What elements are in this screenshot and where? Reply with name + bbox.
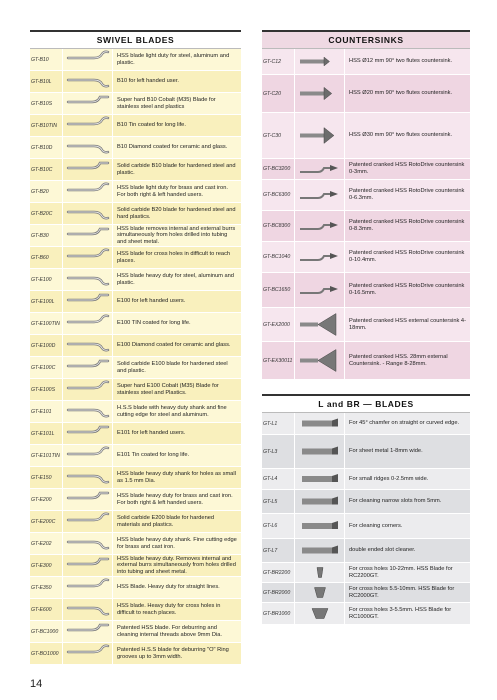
swivel-blade-icon [64, 49, 112, 70]
table-row [262, 159, 470, 180]
swivel-blade-icon [63, 533, 113, 554]
l-blade-icon [295, 514, 345, 538]
product-description: For cross holes 3-5.5mm. HSS Blade for RC1000GT. [345, 603, 470, 624]
product-description: For cross holes 5.5-10mm. HSS Blade for RC2000GT. [345, 583, 470, 602]
cranked-countersink-icon [295, 211, 345, 241]
product-description: E100 TIN coated for long life. [113, 313, 241, 334]
product-description: HSS blade heavy duty shank for holes as small as 1.5 mm Dia. [113, 467, 241, 488]
product-code: GT-BR2000 [262, 583, 295, 602]
product-description: Solid carbide B20 blade for hardened steel and hard plastics. [113, 203, 241, 224]
product-code: GT-B10C [30, 159, 63, 180]
table-row [262, 469, 470, 490]
table-row [30, 159, 241, 181]
swivel-blade-icon [63, 313, 113, 334]
countersink-icon [295, 49, 345, 74]
swivel-blade-icon [63, 379, 113, 400]
product-description: For cross holes 10-22mm. HSS Blade for RC2200GT. [345, 563, 470, 582]
table-row [30, 577, 241, 599]
table-row [30, 621, 241, 643]
swivel-blade-icon [64, 511, 112, 532]
product-code: GT-L3 [262, 435, 295, 468]
swivel-blade-icon [63, 401, 113, 422]
cranked-countersink-icon [295, 273, 345, 307]
br-blade-icon [295, 583, 345, 602]
countersink-icon [296, 113, 344, 158]
table-row [30, 115, 241, 137]
countersink-icon [296, 49, 344, 74]
swivel-blades-section [30, 30, 241, 665]
table-row [30, 291, 241, 313]
swivel-blade-icon [63, 489, 113, 510]
product-code: GT-E200C [30, 511, 63, 532]
table-row [262, 75, 470, 113]
product-code: GT-L1 [262, 413, 295, 434]
product-description: For sheet metal 1-8mm wide. [345, 435, 470, 468]
table-row [30, 93, 241, 115]
table-row [262, 180, 470, 211]
swivel-blade-icon [64, 555, 112, 576]
br-blade-icon [296, 583, 344, 602]
product-code: GT-B10S [30, 93, 63, 114]
product-code: GT-C20 [262, 75, 295, 112]
swivel-blade-icon [64, 445, 112, 466]
l-br-blades-table [262, 413, 470, 625]
product-description: Patented HSS blade. For deburring and cleaning internal threads above 9mm Dia. [113, 621, 241, 642]
swivel-blade-icon [64, 533, 112, 554]
swivel-blade-icon [63, 291, 113, 312]
product-code: GT-L4 [262, 469, 295, 489]
swivel-blade-icon [63, 621, 113, 642]
product-code: GT-BC1040 [262, 242, 295, 272]
page-number: 14 [30, 678, 43, 690]
swivel-blade-icon [64, 621, 112, 642]
product-code: GT-E100TIN [30, 313, 63, 334]
swivel-blades-table [30, 49, 241, 665]
cranked-countersink-icon [296, 180, 344, 210]
product-description: H.S.S blade with heavy duty shank and fine cutting edge for steel and aluminum. [113, 401, 241, 422]
product-description: double ended slot cleaner. [345, 539, 470, 562]
table-row [30, 643, 241, 665]
br-blade-icon [296, 603, 344, 624]
product-code: GT-E101TIN [30, 445, 63, 466]
table-row [30, 401, 241, 423]
swivel-blade-icon [64, 115, 112, 136]
swivel-blade-icon [63, 555, 113, 576]
swivel-blade-icon [64, 379, 112, 400]
countersinks-header: COUNTERSINKS [262, 30, 470, 49]
product-description: HSS blade heavy duty shank. Fine cutting edge for brass and cast iron. [113, 533, 241, 554]
product-code: GT-BC3200 [262, 159, 295, 179]
swivel-blade-icon [64, 335, 112, 356]
swivel-blade-icon [63, 599, 113, 620]
product-description: E100 Diamond coated for ceramic and glass. [113, 335, 241, 356]
swivel-blade-icon [63, 269, 113, 290]
swivel-blade-icon [63, 137, 113, 158]
table-row [262, 539, 470, 563]
swivel-blade-icon [64, 159, 112, 180]
swivel-blade-icon [63, 357, 113, 378]
product-description: HSS Ø30 mm 90° two flutes countersink. [345, 113, 470, 158]
product-description: Patented cranked HSS RotoDrive countersink 0-10.4mm. [345, 242, 470, 272]
table-row [262, 308, 470, 342]
swivel-blade-icon [64, 291, 112, 312]
table-row [30, 511, 241, 533]
table-row [262, 242, 470, 273]
product-description: Solid carbide E200 blade for hardened materials and plastics. [113, 511, 241, 532]
product-code: GT-B10TIN [30, 115, 63, 136]
table-row [262, 490, 470, 514]
table-row [30, 181, 241, 203]
product-code: GT-EX30011 [262, 342, 295, 379]
product-description: For small ridges 0-2.5mm wide. [345, 469, 470, 489]
cranked-countersink-icon [295, 242, 345, 272]
table-row [30, 599, 241, 621]
table-row [30, 445, 241, 467]
cranked-countersink-icon [295, 159, 345, 179]
product-code: GT-B20 [30, 181, 63, 202]
table-row [30, 357, 241, 379]
product-code: GT-E101 [30, 401, 63, 422]
product-description: Patented cranked HSS RotoDrive countersink 0-6.3mm. [345, 180, 470, 210]
product-description: HSS blade. Heavy duty for cross holes in difficult to reach places. [113, 599, 241, 620]
product-description: E101 Tin coated for long life. [113, 445, 241, 466]
br-blade-icon [295, 563, 345, 582]
table-row [30, 379, 241, 401]
product-code: GT-E150 [30, 467, 63, 488]
table-row [30, 203, 241, 225]
product-description: Patented cranked HSS RotoDrive countersink 0-8.3mm. [345, 211, 470, 241]
swivel-blade-icon [63, 159, 113, 180]
l-blade-icon [296, 435, 344, 468]
cranked-countersink-icon [296, 242, 344, 272]
table-row [30, 489, 241, 511]
product-code: GT-BR1000 [262, 603, 295, 624]
product-description: HSS Ø12 mm 90° two flutes countersink. [345, 49, 470, 74]
product-code: GT-B10D [30, 137, 63, 158]
table-row [30, 313, 241, 335]
external-countersink-icon [296, 342, 344, 379]
table-row [30, 247, 241, 269]
product-code: GT-L5 [262, 490, 295, 513]
table-row [262, 603, 470, 625]
l-blade-icon [296, 413, 344, 434]
external-countersink-icon [295, 342, 345, 379]
swivel-blade-icon [63, 247, 113, 268]
br-blade-icon [296, 563, 344, 582]
swivel-blade-icon [64, 247, 112, 268]
swivel-blade-icon [64, 577, 112, 598]
product-code: GT-B20C [30, 203, 63, 224]
swivel-blade-icon [64, 357, 112, 378]
product-code: GT-E100C [30, 357, 63, 378]
product-description: Patented H.S.S blade for deburring "O" Ring grooves up to 3mm width. [113, 643, 241, 664]
swivel-blade-icon [64, 423, 112, 444]
product-description: Solid carbide B10 blade for hardened steel and plastic. [113, 159, 241, 180]
swivel-blade-icon [63, 181, 113, 202]
product-code: GT-E600 [30, 599, 63, 620]
swivel-blade-icon [64, 467, 112, 488]
product-code: GT-L7 [262, 539, 295, 562]
product-code: GT-BC6300 [262, 180, 295, 210]
product-code: GT-C12 [262, 49, 295, 74]
swivel-blade-icon [64, 225, 112, 246]
l-blade-icon [296, 514, 344, 538]
swivel-blades-header: SWIVEL BLADES [30, 30, 241, 49]
product-code: GT-EX2000 [262, 308, 295, 341]
table-row [262, 514, 470, 539]
swivel-blade-icon [64, 269, 112, 290]
product-code: GT-B10L [30, 71, 63, 92]
swivel-blade-icon [63, 225, 113, 246]
cranked-countersink-icon [296, 273, 344, 307]
product-description: HSS blade for cross holes in difficult to reach places. [113, 247, 241, 268]
right-column [262, 30, 470, 625]
table-row [30, 555, 241, 577]
product-description: For cleaning corners. [345, 514, 470, 538]
countersinks-table [262, 49, 470, 380]
cranked-countersink-icon [295, 180, 345, 210]
product-description: Super hard E100 Cobalt (M35) Blade for stainless steel and Plastics. [113, 379, 241, 400]
l-blade-icon [295, 435, 345, 468]
swivel-blade-icon [63, 71, 113, 92]
table-row [262, 113, 470, 159]
swivel-blade-icon [64, 137, 112, 158]
product-description: E100 for left handed users. [113, 291, 241, 312]
l-blade-icon [296, 490, 344, 513]
product-code: GT-C30 [262, 113, 295, 158]
swivel-blade-icon [64, 401, 112, 422]
product-description: HSS blade removes internal and external burrs simultaneously from holes drilled into tubing and sheet metal. [113, 225, 241, 246]
swivel-blade-icon [63, 467, 113, 488]
br-blade-icon [295, 603, 345, 624]
product-code: GT-BC1650 [262, 273, 295, 307]
product-description: Patented cranked HSS. 28mm external Countersink. - Range 8-28mm. [345, 342, 470, 379]
table-row [30, 137, 241, 159]
table-row [262, 435, 470, 469]
l-blade-icon [296, 469, 344, 489]
product-description: B10 for left handed user. [113, 71, 241, 92]
external-countersink-icon [295, 308, 345, 341]
table-row [262, 342, 470, 380]
table-row [30, 225, 241, 247]
swivel-blade-icon [63, 445, 113, 466]
product-code: GT-E100S [30, 379, 63, 400]
product-code: GT-BO1000 [30, 643, 63, 664]
swivel-blade-icon [64, 599, 112, 620]
product-code: GT-BC8300 [262, 211, 295, 241]
product-description: Solid carbide E100 blade for hardened steel and plastic. [113, 357, 241, 378]
product-description: HSS blade light duty for brass and cast iron. For both right & left handed users. [113, 181, 241, 202]
product-code: GT-E100L [30, 291, 63, 312]
table-row [30, 423, 241, 445]
swivel-blade-icon [63, 49, 113, 70]
external-countersink-icon [296, 308, 344, 341]
product-description: HSS Ø20 mm 90° two flutes countersink. [345, 75, 470, 112]
product-description: HSS blade heavy duty for steel, aluminum and plastic. [113, 269, 241, 290]
product-code: GT-B30 [30, 225, 63, 246]
swivel-blade-icon [63, 93, 113, 114]
table-row [262, 583, 470, 603]
swivel-blade-icon [64, 93, 112, 114]
table-row [262, 49, 470, 75]
countersink-icon [295, 113, 345, 158]
product-description: HSS Blade. Heavy duty for straight lines. [113, 577, 241, 598]
product-description: Super hard B10 Cobalt (M35) Blade for stainless steel and plastics [113, 93, 241, 114]
table-row [30, 49, 241, 71]
table-row [30, 71, 241, 93]
product-code: GT-E300 [30, 555, 63, 576]
product-description: B10 Diamond coated for ceramic and glass. [113, 137, 241, 158]
product-description: HSS blade light duty for steel, aluminum and plastic. [113, 49, 241, 70]
table-row [262, 563, 470, 583]
swivel-blade-icon [63, 577, 113, 598]
product-code: GT-E100D [30, 335, 63, 356]
product-code: GT-E202 [30, 533, 63, 554]
table-row [262, 211, 470, 242]
table-row [262, 273, 470, 308]
cranked-countersink-icon [296, 159, 344, 179]
table-row [30, 467, 241, 489]
table-row [262, 413, 470, 435]
product-code: GT-L6 [262, 514, 295, 538]
l-blade-icon [296, 539, 344, 562]
l-blade-icon [295, 469, 345, 489]
swivel-blade-icon [64, 71, 112, 92]
product-description: HSS blade heavy duty. Removes internal and external burrs simultaneously from holes drilled into tubing and sheet metal. [113, 555, 241, 576]
swivel-blade-icon [63, 335, 113, 356]
product-description: For cleaning narrow slots from 5mm. [345, 490, 470, 513]
swivel-blade-icon [63, 511, 113, 532]
l-br-blades-header: L and BR — BLADES [262, 394, 470, 413]
swivel-blade-icon [63, 643, 113, 664]
cranked-countersink-icon [296, 211, 344, 241]
swivel-blade-icon [63, 203, 113, 224]
product-description: Patented cranked HSS RotoDrive countersink 0-3mm. [345, 159, 470, 179]
product-code: GT-B60 [30, 247, 63, 268]
swivel-blade-icon [64, 203, 112, 224]
product-description: Patented cranked HSS RotoDrive countersink 0-16.5mm. [345, 273, 470, 307]
swivel-blade-icon [64, 489, 112, 510]
product-description: For 45° chamfer on straight or curved edge. [345, 413, 470, 434]
l-blade-icon [295, 413, 345, 434]
product-description: Patented cranked HSS external countersink 4-18mm. [345, 308, 470, 341]
swivel-blade-icon [63, 423, 113, 444]
swivel-blade-icon [64, 313, 112, 334]
l-blade-icon [295, 490, 345, 513]
swivel-blade-icon [64, 643, 112, 664]
swivel-blade-icon [64, 181, 112, 202]
swivel-blade-icon [63, 115, 113, 136]
table-row [30, 269, 241, 291]
product-code: GT-BR2200 [262, 563, 295, 582]
countersink-icon [295, 75, 345, 112]
product-description: HSS blade heavy duty for brass and cast iron. For both right & left handed users. [113, 489, 241, 510]
table-row [30, 533, 241, 555]
table-row [30, 335, 241, 357]
product-description: E101 for left handed users. [113, 423, 241, 444]
product-code: GT-E350 [30, 577, 63, 598]
product-code: GT-E100 [30, 269, 63, 290]
product-code: GT-E200 [30, 489, 63, 510]
product-code: GT-E101L [30, 423, 63, 444]
product-description: B10 Tin coated for long life. [113, 115, 241, 136]
product-code: GT-B10 [30, 49, 63, 70]
countersink-icon [296, 75, 344, 112]
l-blade-icon [295, 539, 345, 562]
product-code: GT-BC1000 [30, 621, 63, 642]
